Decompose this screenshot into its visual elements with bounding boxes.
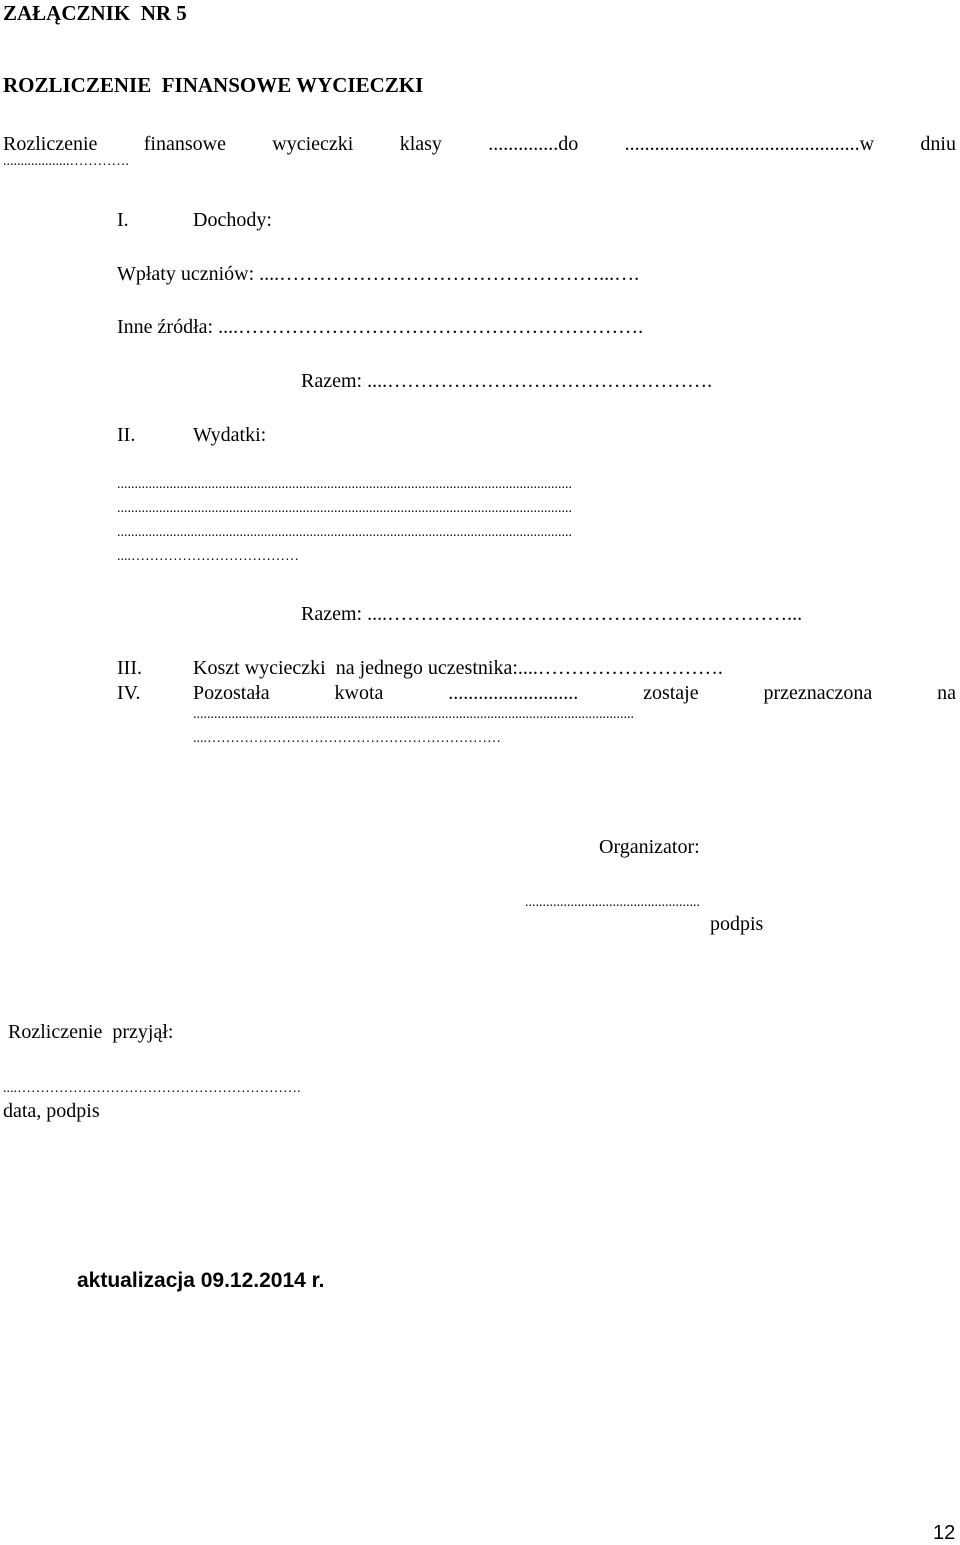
organizer-signature-caption: podpis xyxy=(710,913,764,935)
income-other-sources: Inne źródła: ....……………………………………………………. xyxy=(117,316,644,338)
acceptance-label: Rozliczenie przyjął: xyxy=(8,1021,174,1043)
remaining-word: .......................... xyxy=(448,682,579,704)
acceptance-signature-caption: data, podpis xyxy=(3,1100,100,1122)
cost-per-participant: Koszt wycieczki na jednego uczestnika:....………………………. xyxy=(193,657,723,679)
expense-line: .................................................................................................................................. xyxy=(117,478,572,492)
organizer-signature-line: .................................................. xyxy=(525,895,700,910)
income-total: Razem: ....…………………………………………. xyxy=(301,370,713,392)
section-1-label: Dochody: xyxy=(193,209,272,231)
update-date: aktualizacja 09.12.2014 r. xyxy=(77,1269,325,1292)
intro-word: finansowe xyxy=(143,133,226,155)
intro-word: ..............do xyxy=(488,133,579,155)
remaining-purpose-line: .............................................................................................................................. xyxy=(193,708,634,722)
remaining-word: Pozostała xyxy=(193,682,270,704)
expense-line: ....……………………………… xyxy=(117,549,299,564)
section-1-number: I. xyxy=(117,209,129,231)
section-3-number: III. xyxy=(117,657,142,679)
acceptance-signature-line: ....……………………………………………………. xyxy=(3,1081,301,1096)
remaining-word: kwota xyxy=(334,682,384,704)
remaining-purpose-line: ....……………………………………………………… xyxy=(193,731,501,746)
intro-line xyxy=(3,134,956,154)
intro-word: dniu xyxy=(920,133,956,155)
remaining-word: przeznaczona xyxy=(763,682,873,704)
expense-line: .................................................................................................................................. xyxy=(117,502,572,516)
document-title: ROZLICZENIE FINANSOWE WYCIECZKI xyxy=(3,73,424,97)
organizer-label: Organizator: xyxy=(599,836,700,858)
intro-word: klasy xyxy=(399,133,442,155)
income-student-payments: Wpłaty uczniów: ....…………………………………………...…. xyxy=(117,263,640,285)
remaining-word: zostaje xyxy=(643,682,699,704)
remaining-amount-line xyxy=(193,683,956,703)
remaining-word: na xyxy=(937,682,956,704)
expense-line: .................................................................................................................................. xyxy=(117,526,572,540)
intro-line-2: ...................…………. xyxy=(3,154,129,169)
intro-word: ...............................................w xyxy=(624,133,875,155)
section-4-number: IV. xyxy=(117,682,141,704)
section-2-label: Wydatki: xyxy=(193,424,267,446)
intro-word: wycieczki xyxy=(272,133,354,155)
annex-title: ZAŁĄCZNIK NR 5 xyxy=(3,1,187,25)
expense-total: Razem: ....……………………………………………………... xyxy=(301,603,803,625)
intro-word: Rozliczenie xyxy=(3,133,98,155)
section-2-number: II. xyxy=(117,424,136,446)
page-number: 12 xyxy=(933,1522,956,1544)
